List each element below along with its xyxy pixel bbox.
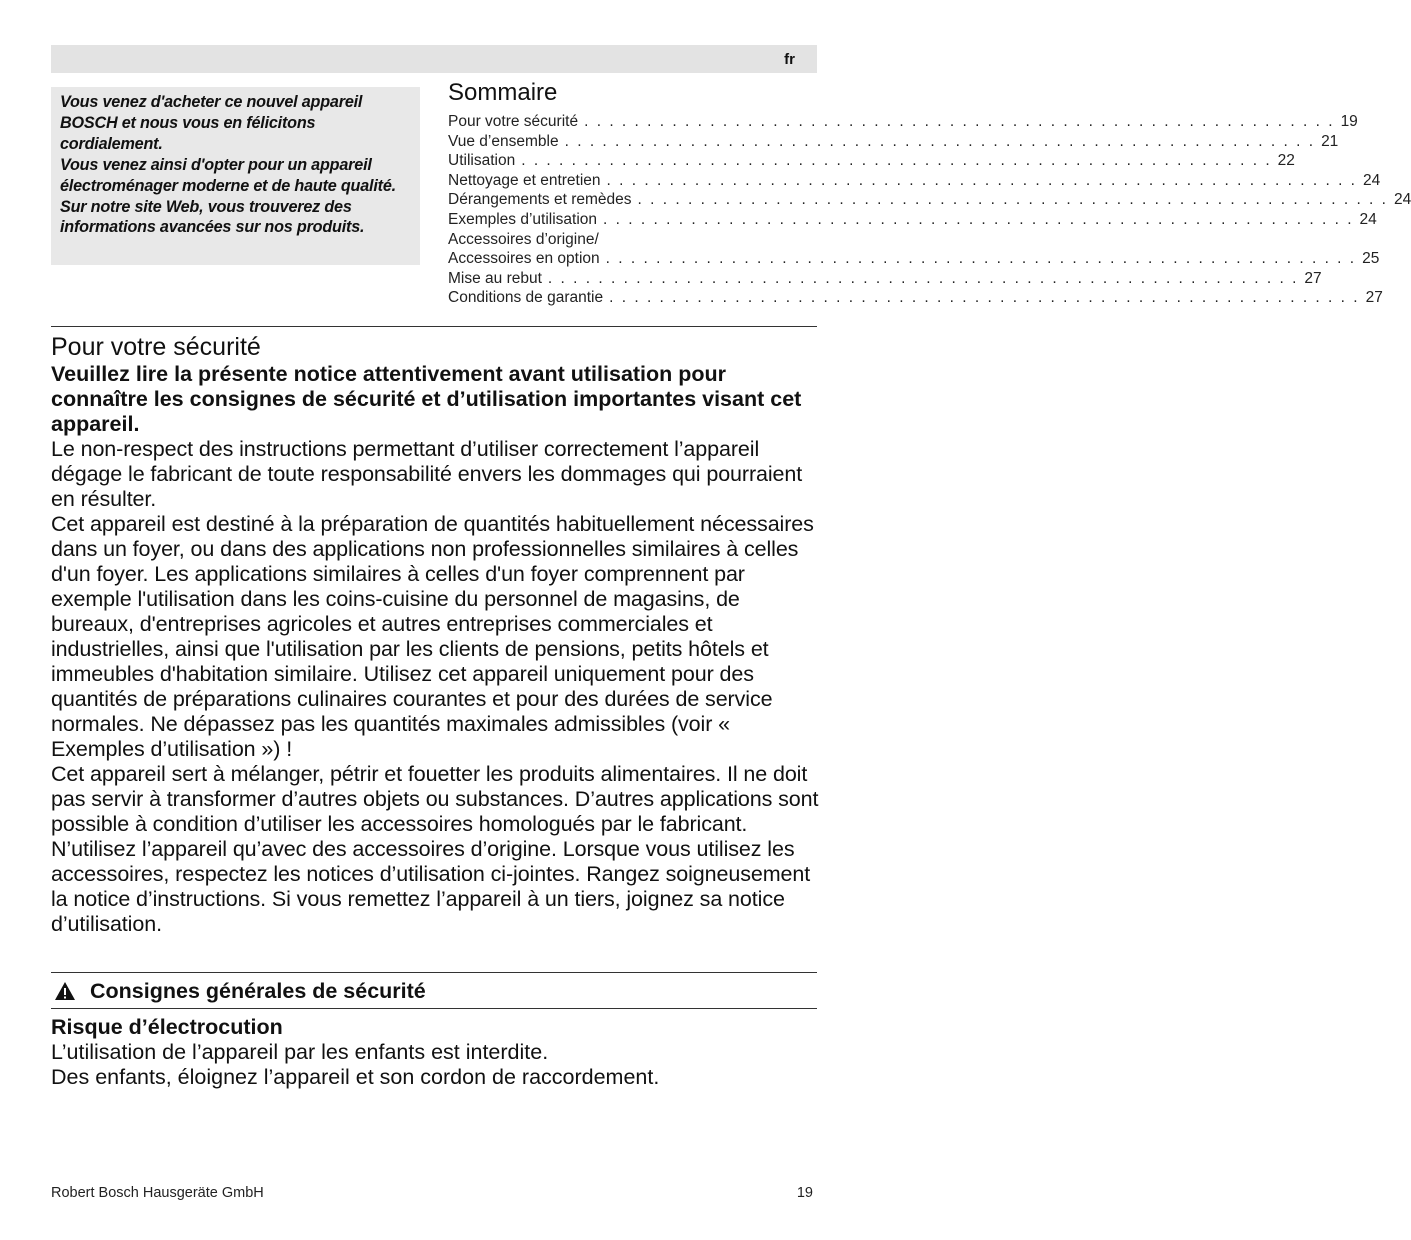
toc-item bbox=[448, 288, 1383, 308]
toc-leader-dots: . . . . . . . . . . . . . . . . . . . . . . . . . . . . . . . . . . . . . . . . . . . . . . . . . . . . . . . . . . . . bbox=[521, 152, 1272, 170]
toc-item bbox=[448, 112, 1358, 132]
toc-item bbox=[448, 249, 1380, 269]
toc-leader-dots: . . . . . . . . . . . . . . . . . . . . . . . . . . . . . . . . . . . . . . . . . . . . . . . . . . . . . . . . . . . . bbox=[584, 113, 1335, 130]
warning-icon bbox=[54, 981, 76, 1001]
intro-text: Vous venez d'acheter ce nouvel appareil BOSCH et nous vous en félicitons cordialement. Vous venez ainsi d'opter pour un appareil électroménager moderne et de haute qualité. Sur notre site Web, vous trouverez des informations avancées sur nos produits. bbox=[60, 93, 396, 237]
toc-item-page: 27 bbox=[1304, 269, 1322, 287]
footer-company: Robert Bosch Hausgeräte GmbH bbox=[51, 1185, 264, 1201]
safety-section bbox=[51, 333, 821, 937]
intro-box bbox=[51, 87, 420, 265]
general-safety-title: Consignes générales de sécurité bbox=[90, 979, 426, 1003]
toc-item-title: Mise au rebut bbox=[448, 269, 542, 287]
toc-leader-dots: . . . . . . . . . . . . . . . . . . . . . . . . . . . . . . . . . . . . . . . . . . . . . . . . . . . . . . . . . . . . bbox=[605, 250, 1357, 268]
toc-item bbox=[448, 171, 1381, 191]
toc-item-title: Pour votre sécurité bbox=[448, 113, 579, 130]
toc-leader-dots: . . . . . . . . . . . . . . . . . . . . . . . . . . . . . . . . . . . . . . . . . . . . . . . . . . . . . . . . . . . . bbox=[609, 289, 1360, 307]
section-divider bbox=[51, 326, 817, 327]
toc-item bbox=[448, 190, 1411, 210]
toc-item-page: 25 bbox=[1362, 250, 1380, 268]
toc-leader-dots: . . . . . . . . . . . . . . . . . . . . . . . . . . . . . . . . . . . . . . . . . . . . . . . . . . . . . . . . . . . . bbox=[606, 171, 1357, 189]
toc-list bbox=[448, 112, 1411, 308]
toc-item-page: 22 bbox=[1277, 152, 1295, 170]
toc-item-title: Accessoires en option bbox=[448, 250, 600, 268]
toc-title: Sommaire bbox=[448, 79, 558, 106]
section-divider bbox=[51, 972, 817, 973]
table-of-contents bbox=[448, 79, 1411, 308]
toc-item-page: 24 bbox=[1363, 171, 1381, 189]
toc-item bbox=[448, 210, 1377, 230]
risk-text: L’utilisation de l’appareil par les enfants est interdite. Des enfants, éloignez l’appareil et son cordon de raccordement. bbox=[51, 1040, 660, 1089]
toc-item-title: Nettoyage et entretien bbox=[448, 171, 601, 189]
safety-body: Le non-respect des instructions permettant d’utiliser correctement l’appareil dégage le fabricant de toute responsabilité envers les dommages qui pourraient en résulter. Cet appareil est destiné à la préparation de quantités habituellement nécessaires dans un foyer, ou dans des applications non professionnelles similaires à celles d'un foyer. Les applications similaires à celles d'un foyer comprennent par exemple l'utilisation dans les coins-cuisine du personnel de magasins, de bureaux, d'entreprises agricoles et autres entreprises commerciales et industrielles, ainsi que l'utilisation par les clients de pensions, petits hôtels et immeubles d'habitation similaire. Utilisez cet appareil uniquement pour des quantités de préparations culinaires courantes et pour des durées de service normales. Ne dépassez pas les quantités maximales admissibles (voir « Exemples d’utilisation ») ! Cet appareil sert à mélanger, pétrir et fouetter les produits alimentaires. Il ne doit pas servir à transformer d’autres objets ou substances. D’autres applications sont possible à condition d’utiliser les accessoires homologués par le fabricant. N’utilisez l’appareil qu’avec des accessoires d’origine. Lorsque vous utilisez les accessoires, respectez les notices d’utilisation ci-jointes. Rangez soigneusement la notice d’instructions. Si vous remettez l’appareil à un tiers, joignez sa notice d’utilisation. bbox=[51, 437, 819, 936]
footer bbox=[51, 1185, 813, 1201]
safety-lead: Veuillez lire la présente notice attentivement avant utilisation pour connaître les consignes de sécurité et d’utilisation importantes visant cet appareil. bbox=[51, 362, 802, 436]
toc-leader-dots: . . . . . . . . . . . . . . . . . . . . . . . . . . . . . . . . . . . . . . . . . . . . . . . . . . . . . . . . . . . . bbox=[547, 269, 1299, 287]
toc-item-title: Conditions de garantie bbox=[448, 289, 604, 307]
section-divider bbox=[51, 1008, 817, 1009]
toc-item bbox=[448, 269, 1322, 289]
toc-item bbox=[448, 230, 817, 250]
toc-leader-dots: . . . . . . . . . . . . . . . . . . . . . . . . . . . . . . . . . . . . . . . . . . . . . . . . . . . . . . . . . . . . bbox=[603, 210, 1354, 228]
safety-heading: Pour votre sécurité bbox=[51, 333, 261, 361]
toc-item-title: Dérangements et remèdes bbox=[448, 191, 632, 209]
toc-item-title: Utilisation bbox=[448, 152, 516, 170]
electrocution-risk bbox=[51, 1014, 817, 1090]
general-safety-heading bbox=[51, 976, 817, 1006]
toc-item-title: Vue d’ensemble bbox=[448, 132, 559, 150]
toc-item-title: Accessoires d’origine/ bbox=[448, 230, 599, 248]
toc-item-page: 19 bbox=[1340, 113, 1358, 130]
toc-item-title: Exemples d’utilisation bbox=[448, 210, 598, 228]
language-code: fr bbox=[784, 51, 795, 68]
footer-page-number: 19 bbox=[796, 1185, 813, 1201]
language-bar bbox=[51, 45, 817, 73]
toc-item bbox=[448, 132, 1339, 152]
toc-leader-dots: . . . . . . . . . . . . . . . . . . . . . . . . . . . . . . . . . . . . . . . . . . . . . . . . . . . . . . . . . . . . bbox=[637, 191, 1388, 209]
toc-leader-dots: . . . . . . . . . . . . . . . . . . . . . . . . . . . . . . . . . . . . . . . . . . . . . . . . . . . . . . . . . . . . bbox=[564, 132, 1316, 150]
risk-title: Risque d’électrocution bbox=[51, 1015, 283, 1039]
toc-item bbox=[448, 151, 1295, 171]
toc-item-page: 27 bbox=[1365, 289, 1383, 307]
toc-item-page: 24 bbox=[1393, 191, 1411, 209]
toc-item-page: 24 bbox=[1359, 210, 1377, 228]
toc-item-page: 21 bbox=[1321, 132, 1339, 150]
